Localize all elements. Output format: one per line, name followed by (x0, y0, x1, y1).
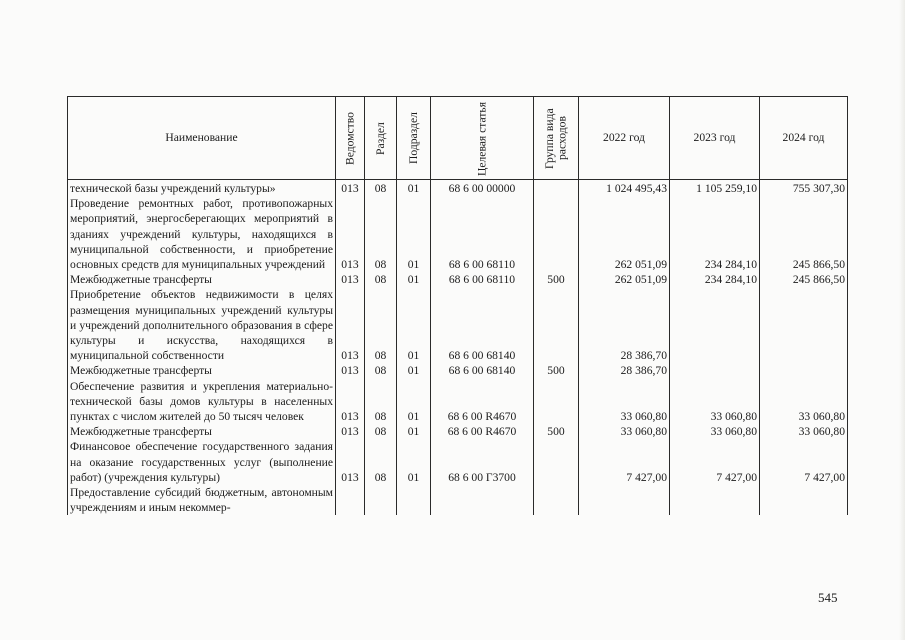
cell-2024: 33 060,80 (760, 424, 848, 439)
cell-section: 08 (365, 272, 397, 287)
cell-2022: 1 024 495,43 (579, 180, 670, 197)
page-number: 545 (818, 590, 838, 605)
cell-name: технической базы учреждений культуры» (68, 180, 336, 197)
cell-target-article: 68 6 00 R4670 (431, 379, 534, 425)
cell-2023: 7 427,00 (670, 439, 760, 485)
cell-name: Приобретение объектов недвижимости в целях размещения муниципальных учреждений культуры и учреждений дополнительного образования в сфере культуры и искусства, находящихся в муниципальной собственности (68, 287, 336, 363)
header-expense-group: Группа вида расходов (534, 97, 579, 180)
cell-expense-group (534, 485, 579, 515)
cell-subsection: 01 (397, 180, 431, 197)
cell-2023 (670, 485, 760, 515)
cell-2024 (760, 485, 848, 515)
cell-2023: 33 060,80 (670, 424, 760, 439)
table-header-row (68, 97, 848, 180)
cell-name: Предоставление субсидий бюджетным, автономным учреждениям и иным некоммер- (68, 485, 336, 515)
cell-subsection: 01 (397, 287, 431, 363)
cell-target-article: 68 6 00 00000 (431, 180, 534, 197)
cell-section (365, 485, 397, 515)
cell-expense-group: 500 (534, 272, 579, 287)
cell-dept: 013 (336, 439, 365, 485)
header-2024: 2024 год (760, 97, 848, 180)
table-row (68, 379, 848, 425)
cell-2024: 7 427,00 (760, 439, 848, 485)
cell-2024: 33 060,80 (760, 379, 848, 425)
cell-target-article: 68 6 00 68110 (431, 196, 534, 272)
cell-target-article: 68 6 00 68140 (431, 363, 534, 378)
cell-section: 08 (365, 379, 397, 425)
cell-target-article: 68 6 00 68140 (431, 287, 534, 363)
cell-2022: 262 051,09 (579, 196, 670, 272)
cell-expense-group: 500 (534, 363, 579, 378)
cell-2022: 28 386,70 (579, 287, 670, 363)
cell-2024: 755 307,30 (760, 180, 848, 197)
table-row (68, 272, 848, 287)
cell-subsection: 01 (397, 272, 431, 287)
table-row (68, 424, 848, 439)
cell-dept: 013 (336, 379, 365, 425)
cell-dept: 013 (336, 196, 365, 272)
cell-subsection: 01 (397, 379, 431, 425)
header-dept: Ведомство (336, 97, 365, 180)
cell-expense-group: 500 (534, 424, 579, 439)
cell-expense-group (534, 287, 579, 363)
cell-expense-group (534, 439, 579, 485)
header-2023: 2023 год (670, 97, 760, 180)
table-row (68, 180, 848, 197)
header-section: Раздел (365, 97, 397, 180)
cell-section: 08 (365, 363, 397, 378)
cell-2022: 33 060,80 (579, 424, 670, 439)
cell-2022 (579, 485, 670, 515)
table-row (68, 439, 848, 485)
cell-subsection: 01 (397, 196, 431, 272)
cell-2022: 262 051,09 (579, 272, 670, 287)
cell-dept: 013 (336, 424, 365, 439)
cell-subsection: 01 (397, 424, 431, 439)
cell-section: 08 (365, 180, 397, 197)
cell-2023 (670, 363, 760, 378)
cell-section: 08 (365, 424, 397, 439)
header-target-article: Целевая статья (431, 97, 534, 180)
cell-name: Межбюджетные трансферты (68, 272, 336, 287)
cell-name: Межбюджетные трансферты (68, 363, 336, 378)
cell-expense-group (534, 196, 579, 272)
cell-section: 08 (365, 287, 397, 363)
cell-2023 (670, 287, 760, 363)
cell-2022: 7 427,00 (579, 439, 670, 485)
scan-edge (899, 0, 905, 640)
table-body (68, 180, 848, 516)
cell-2023: 1 105 259,10 (670, 180, 760, 197)
cell-target-article: 68 6 00 Г3700 (431, 439, 534, 485)
cell-subsection: 01 (397, 439, 431, 485)
cell-expense-group (534, 379, 579, 425)
cell-subsection: 01 (397, 363, 431, 378)
cell-2024: 245 866,50 (760, 272, 848, 287)
cell-dept: 013 (336, 180, 365, 197)
header-subsection: Подраздел (397, 97, 431, 180)
cell-name: Проведение ремонтных работ, противопожарных мероприятий, энергосберегающих мероприятий в зданиях учреждений культуры, находящихся в муниципальной собственности, и приобретение основных средств для муниципальных учреждений (68, 196, 336, 272)
cell-section: 08 (365, 439, 397, 485)
cell-2023: 33 060,80 (670, 379, 760, 425)
cell-target-article: 68 6 00 R4670 (431, 424, 534, 439)
table-row (68, 363, 848, 378)
cell-section: 08 (365, 196, 397, 272)
cell-target-article (431, 485, 534, 515)
cell-subsection (397, 485, 431, 515)
cell-2024 (760, 363, 848, 378)
table-row (68, 196, 848, 272)
cell-2022: 33 060,80 (579, 379, 670, 425)
cell-2023: 234 284,10 (670, 196, 760, 272)
cell-target-article: 68 6 00 68110 (431, 272, 534, 287)
cell-2022: 28 386,70 (579, 363, 670, 378)
cell-dept: 013 (336, 287, 365, 363)
table-row (68, 287, 848, 363)
cell-dept: 013 (336, 272, 365, 287)
cell-name: Межбюджетные трансферты (68, 424, 336, 439)
header-2022: 2022 год (579, 97, 670, 180)
cell-dept: 013 (336, 363, 365, 378)
cell-2024: 245 866,50 (760, 196, 848, 272)
cell-expense-group (534, 180, 579, 197)
cell-2023: 234 284,10 (670, 272, 760, 287)
cell-2024 (760, 287, 848, 363)
budget-table (67, 96, 848, 515)
cell-name: Финансовое обеспечение государственного задания на оказание государственных услуг (выполнение работ) (учреждения культуры) (68, 439, 336, 485)
table-row (68, 485, 848, 515)
cell-name: Обеспечение развития и укрепления материально-технической базы домов культуры в населенных пунктах с числом жителей до 50 тысяч человек (68, 379, 336, 425)
header-name: Наименование (68, 97, 336, 180)
cell-dept (336, 485, 365, 515)
